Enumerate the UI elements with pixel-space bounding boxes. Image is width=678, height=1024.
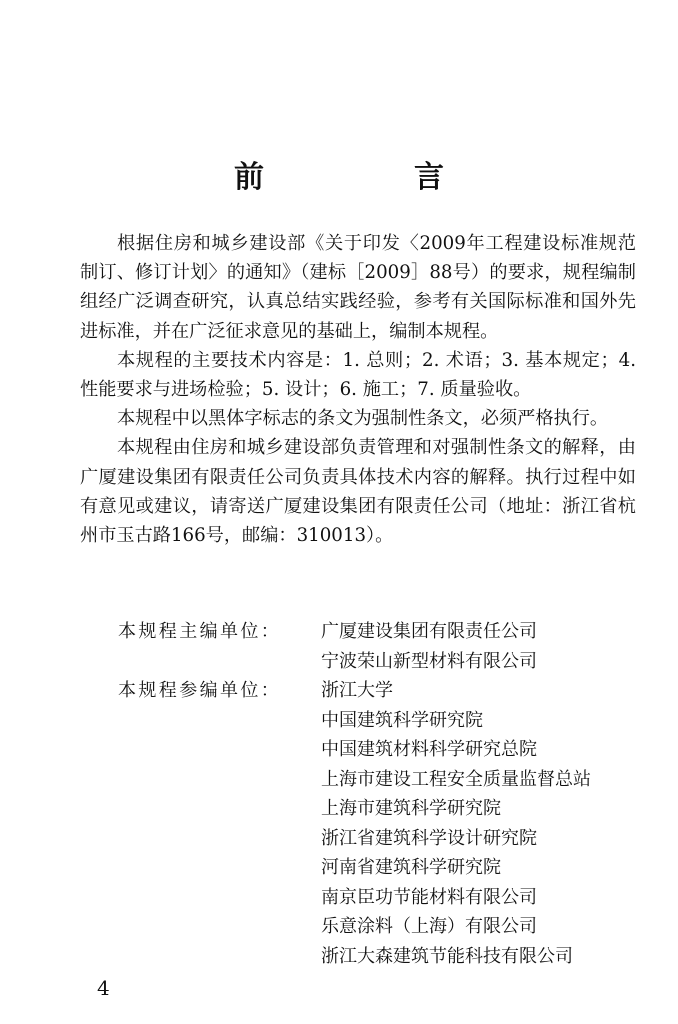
participating-editor-unit: 中国建筑科学研究院	[321, 709, 483, 731]
participating-editor-unit: 南京臣功节能材料有限公司	[321, 886, 537, 908]
paragraph-main-content: 本规程的主要技术内容是：1. 总则；2. 术语；3. 基本规定；4. 性能要求与进场检验；5. 设计；6. 施工；7. 质量验收。	[80, 349, 636, 401]
participating-editor-label: 本规程参编单位：	[118, 680, 282, 701]
page-title: 前 言	[234, 160, 504, 195]
participating-editor-row	[118, 735, 638, 765]
chief-editor-label: 本规程主编单位：	[118, 621, 282, 642]
participating-editor-unit: 乐意涂料（上海）有限公司	[321, 916, 537, 937]
paragraph-background: 根据住房和城乡建设部《关于印发〈2009年工程建设标准规范制订、修订计划〉的通知》（建标［2009］88号）的要求，规程编制组经广泛调查研究，认真总结实践经验，参考有关国际标准和国外先进标准，并在广泛征求意见的基础上，编制本规程。	[80, 233, 636, 342]
participating-editor-row	[118, 824, 638, 854]
participating-editor-unit: 上海市建筑科学研究院	[321, 798, 501, 819]
participating-editor-unit: 中国建筑材料科学研究总院	[321, 739, 537, 760]
chief-editor-unit: 宁波荣山新型材料有限公司	[321, 650, 537, 672]
preface-body	[80, 229, 636, 550]
chief-editor-unit: 广厦建设集团有限责任公司	[321, 621, 537, 642]
participating-editor-unit: 河南省建筑科学研究院	[321, 857, 501, 878]
participating-editor-row	[118, 883, 638, 913]
participating-editor-row	[118, 765, 638, 795]
page-number: 4	[97, 976, 110, 1000]
paragraph-mandatory: 本规程中以黑体字标志的条文为强制性条文，必须严格执行。	[117, 408, 609, 430]
participating-editor-row	[118, 853, 638, 883]
paragraph-management: 本规程由住房和城乡建设部负责管理和对强制性条文的解释，由广厦建设集团有限责任公司负责具体技术内容的解释。执行过程中如有意见或建议，请寄送广厦建设集团有限责任公司（地址：浙江省杭州市玉古路166号，邮编：310013）。	[80, 437, 636, 547]
editor-units	[118, 617, 638, 971]
participating-editor-row	[118, 676, 638, 706]
participating-editor-unit: 浙江省建筑科学设计研究院	[321, 827, 537, 849]
participating-editor-row	[118, 942, 638, 972]
chief-editor-row	[118, 617, 638, 647]
participating-editor-row	[118, 912, 638, 942]
participating-editor-row	[118, 706, 638, 736]
chief-editor-row	[118, 647, 638, 677]
participating-editor-unit: 浙江大森建筑节能科技有限公司	[321, 945, 573, 967]
participating-editor-unit: 浙江大学	[321, 680, 393, 701]
participating-editor-row	[118, 794, 638, 824]
participating-editor-unit: 上海市建设工程安全质量监督总站	[321, 768, 591, 790]
